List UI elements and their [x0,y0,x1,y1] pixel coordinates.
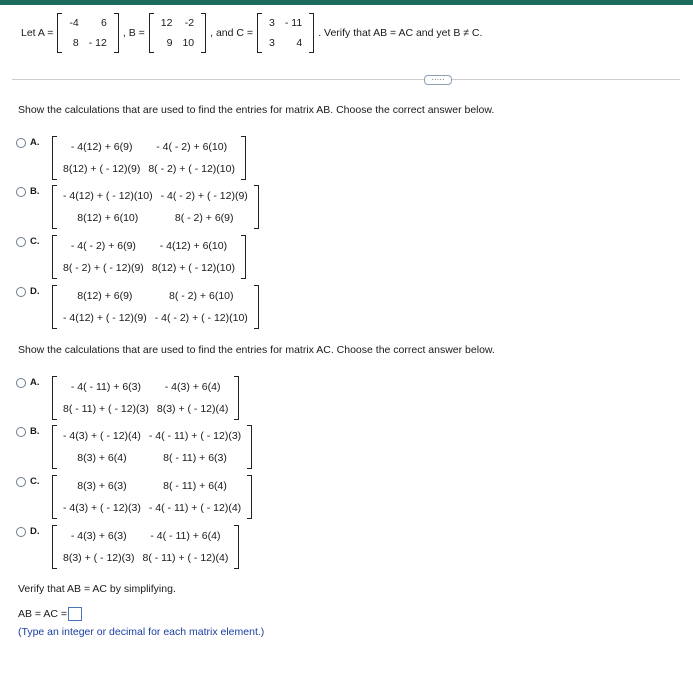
matrix-cell: - 4( - 11) + 6(3) [70,381,141,393]
matrix-cell: 8(12) + ( - 12)(10) [151,262,235,274]
matrix-cell: - 4(3) + 6(3) [70,530,127,542]
option-matrix [52,235,246,279]
matrix-cell: 8( - 11) + 6(3) [163,452,227,464]
answer-input-box[interactable] [68,607,82,621]
option-label: D. [30,286,40,297]
matrix-cell: 8( - 2) + ( - 12)(9) [63,262,144,274]
option-matrix [52,376,239,420]
option-label: A. [30,137,40,148]
matrix-cell: - 4( - 11) + ( - 12)(4) [148,502,242,514]
radio-button[interactable] [16,477,26,487]
verify-instruction: . Verify that AB = AC and yet B ≠ C. [318,27,483,39]
option-ac-b[interactable] [16,425,252,469]
option-ab-a[interactable] [16,136,246,180]
radio-button[interactable] [16,427,26,437]
matrix-cell: - 4( - 11) + 6(4) [150,530,221,542]
option-ac-a[interactable] [16,376,239,420]
matrix-a-cell: - 12 [88,37,107,49]
matrix-c-cell: - 11 [284,17,303,29]
radio-button[interactable] [16,287,26,297]
matrix-cell: - 4(3) + ( - 12)(3) [63,502,141,514]
matrix-cell: 8( - 11) + 6(4) [163,480,227,492]
matrix-b-cell: -2 [184,17,195,29]
matrix-cell: 8( - 2) + ( - 12)(10) [148,163,235,175]
question-ac-prompt: Show the calculations that are used to find the entries for matrix AC. Choose the correct answer below. [18,344,495,356]
top-accent-bar [0,0,693,5]
radio-button[interactable] [16,527,26,537]
matrix-b-cell: 12 [160,17,173,29]
matrix-cell: - 4( - 2) + 6(9) [70,240,136,252]
let-a-label: Let A = [21,27,54,39]
option-label: C. [30,476,40,487]
matrix-cell: 8(12) + 6(9) [77,290,133,302]
option-ab-b[interactable] [16,185,259,229]
matrix-cell: - 4( - 11) + ( - 12)(3) [148,430,242,442]
matrix-cell: 8(3) + ( - 12)(4) [156,403,229,415]
b-label: , B = [122,27,145,39]
matrix-cell: - 4(12) + 6(10) [159,240,228,252]
matrix-cell: - 4(12) + ( - 12)(9) [63,312,147,324]
option-label: B. [30,186,40,197]
matrix-cell: 8(3) + 6(4) [77,452,127,464]
radio-button[interactable] [16,187,26,197]
matrix-cell: 8(3) + 6(3) [77,480,127,492]
matrix-cell: 8( - 11) + ( - 12)(4) [142,552,229,564]
matrix-a-cell: 6 [101,17,107,29]
radio-button[interactable] [16,378,26,388]
option-ab-d[interactable] [16,285,259,329]
option-matrix [52,185,259,229]
c-label: , and C = [210,27,254,39]
matrix-cell: 8( - 2) + 6(10) [169,290,234,302]
option-ac-c[interactable] [16,475,252,519]
option-label: A. [30,377,40,388]
answer-label: AB = AC = [18,608,68,620]
matrix-a-cell: 8 [72,37,79,49]
matrix-cell: - 4( - 2) + ( - 12)(9) [160,190,248,202]
option-label: B. [30,426,40,437]
matrix-c-cell: 3 [269,37,275,49]
option-matrix [52,475,252,519]
matrix-cell: 8(3) + ( - 12)(3) [63,552,135,564]
option-matrix [52,136,246,180]
matrix-cell: 8(12) + ( - 12)(9) [63,163,141,175]
matrix-a-cell: -4 [69,17,79,29]
matrix-cell: - 4(3) + ( - 12)(4) [63,430,141,442]
matrix-b [149,13,206,53]
answer-row [18,607,82,621]
matrix-cell: - 4(3) + 6(4) [164,381,221,393]
matrix-a [57,13,118,53]
option-label: D. [30,526,40,537]
matrix-c-cell: 4 [296,37,303,49]
matrix-c [257,13,314,53]
matrix-cell: - 4( - 2) + 6(10) [156,141,228,153]
option-ab-c[interactable] [16,235,246,279]
option-matrix [52,525,239,569]
option-matrix [52,425,252,469]
expand-more-button[interactable]: ····· [424,75,452,85]
answer-hint: (Type an integer or decimal for each matrix element.) [18,626,265,638]
question-ab-prompt: Show the calculations that are used to find the entries for matrix AB. Choose the correct answer below. [18,104,495,116]
verify-prompt: Verify that AB = AC by simplifying. [18,583,176,595]
matrix-cell: - 4(12) + ( - 12)(10) [63,190,153,202]
section-divider [12,79,680,80]
matrix-b-cell: 10 [182,37,195,49]
matrix-c-cell: 3 [269,17,275,29]
radio-button[interactable] [16,138,26,148]
matrix-cell: 8(12) + 6(10) [77,212,139,224]
matrix-cell: 8( - 11) + ( - 12)(3) [63,403,149,415]
option-ac-d[interactable] [16,525,239,569]
option-label: C. [30,236,40,247]
matrix-cell: - 4(12) + 6(9) [70,141,133,153]
option-matrix [52,285,259,329]
matrix-b-cell: 9 [166,37,173,49]
problem-statement [18,13,485,53]
radio-button[interactable] [16,237,26,247]
matrix-cell: - 4( - 2) + ( - 12)(10) [154,312,248,324]
matrix-cell: 8( - 2) + 6(9) [174,212,234,224]
